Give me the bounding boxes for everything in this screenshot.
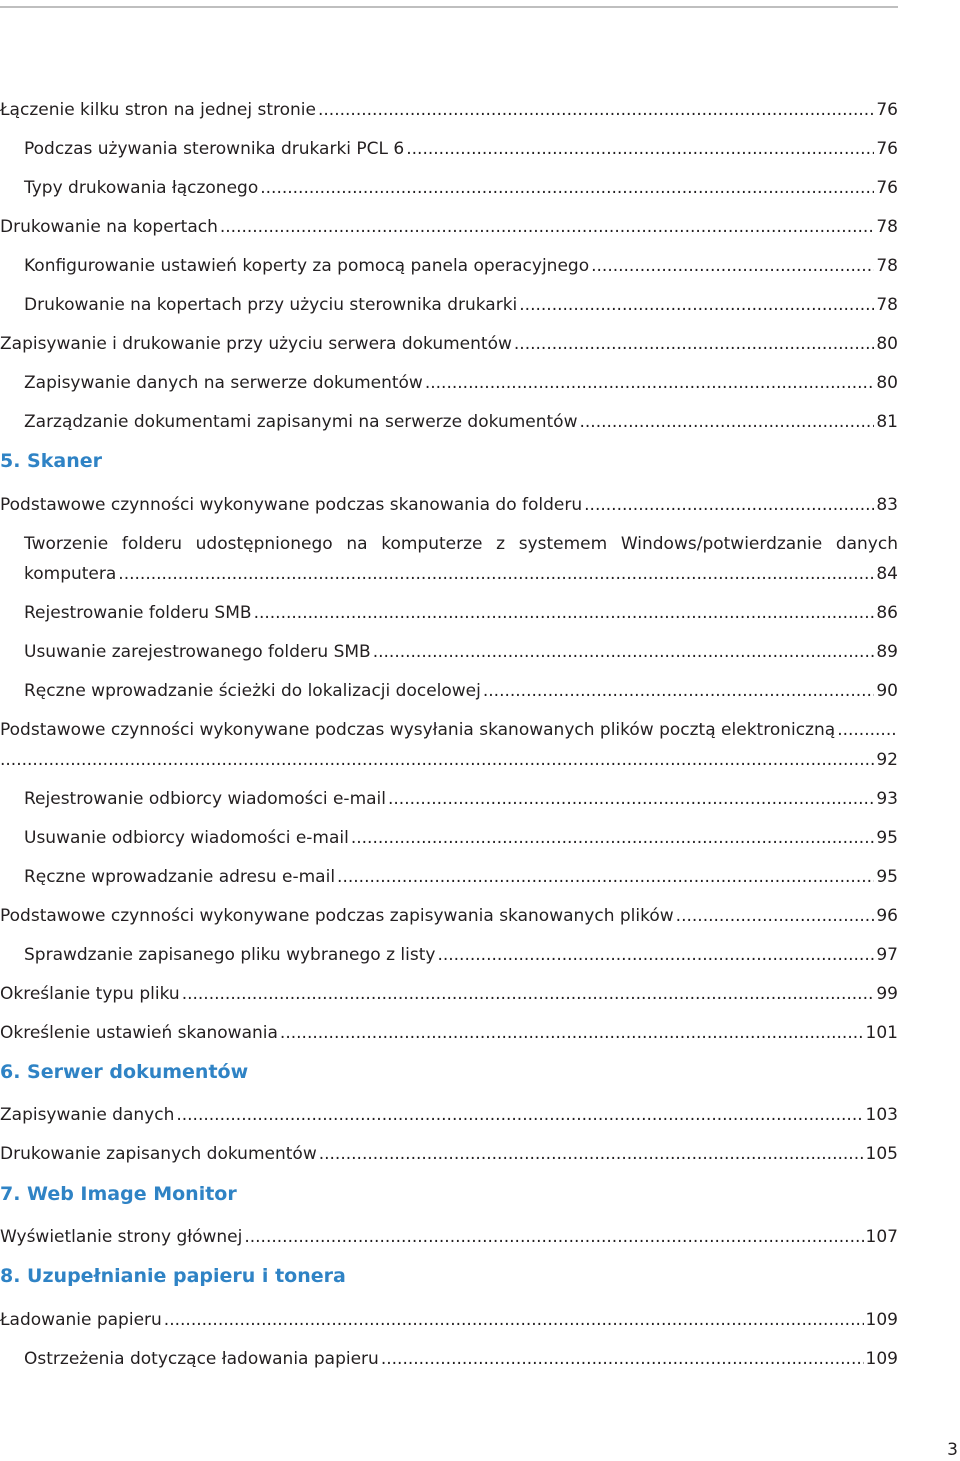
toc-entry-page: 105 (865, 1144, 898, 1164)
toc-leader-dots (118, 560, 874, 588)
toc-entry[interactable] (24, 785, 898, 813)
toc-entry[interactable] (24, 824, 898, 852)
toc-entry-page: 90 (876, 681, 898, 701)
toc-leader-dots (351, 824, 875, 852)
toc-leader-dots (318, 96, 874, 124)
toc-leader-dots (591, 252, 874, 280)
toc-entry[interactable] (24, 677, 898, 705)
toc-entry-page: 84 (876, 564, 898, 584)
toc-entry-title: Określanie typu pliku (0, 984, 180, 1004)
toc-entry-title: Łączenie kilku stron na jednej stronie (0, 100, 316, 120)
toc-entry-page: 86 (876, 603, 898, 623)
toc-entry-title: Typy drukowania łączonego (24, 178, 259, 198)
toc-entry[interactable] (24, 941, 898, 969)
toc-entry-title: Zapisywanie i drukowanie przy użyciu serwera dokumentów (0, 334, 512, 354)
toc-entry[interactable] (24, 638, 898, 666)
toc-entry-title: Zarządzanie dokumentami zapisanymi na serwerze dokumentów (24, 412, 578, 432)
toc-entry-title: Rejestrowanie folderu SMB (24, 603, 252, 623)
toc-entry-title: Rejestrowanie odbiorcy wiadomości e-mail (24, 789, 386, 809)
toc-entry-title: Usuwanie odbiorcy wiadomości e-mail (24, 828, 349, 848)
toc-entry-title-line1[interactable] (0, 716, 898, 744)
toc-entry[interactable] (24, 252, 898, 280)
toc-entry-page: 99 (876, 984, 898, 1004)
toc-entry[interactable] (24, 174, 898, 202)
toc-entry-page: 92 (876, 750, 898, 770)
toc-entry[interactable] (0, 902, 898, 930)
toc-entry-page: 76 (876, 100, 898, 120)
toc-entry-title: Usuwanie zarejestrowanego folderu SMB (24, 642, 371, 662)
toc-entry[interactable] (24, 863, 898, 891)
toc-entry-title: Zapisywanie danych (0, 1105, 175, 1125)
toc-leader-dots (319, 1140, 864, 1168)
toc-entry-title: Drukowanie na kopertach (0, 217, 218, 237)
toc-leader-dots (676, 902, 875, 930)
toc-entry-page: 96 (876, 906, 898, 926)
toc-entry-page: 81 (876, 412, 898, 432)
toc-entry-title: Ładowanie papieru (0, 1310, 162, 1330)
toc-entry-page: 76 (876, 139, 898, 159)
toc-entry[interactable] (0, 1019, 898, 1047)
toc-entry-page: 76 (876, 178, 898, 198)
chapter-heading[interactable]: 6. Serwer dokumentów (0, 1061, 249, 1083)
toc-entry-title: Wyświetlanie strony głównej (0, 1227, 243, 1247)
toc-leader-dots (514, 330, 874, 358)
toc-entry-title: Określenie ustawień skanowania (0, 1023, 278, 1043)
toc-entry[interactable] (0, 1223, 898, 1251)
toc-leader-dots (584, 491, 874, 519)
toc-leader-dots (519, 291, 874, 319)
chapter-heading[interactable]: 5. Skaner (0, 450, 102, 472)
toc-entry[interactable] (24, 408, 898, 436)
toc-leader-dots (182, 980, 875, 1008)
toc-leader-dots (0, 746, 874, 774)
toc-leader-dots (337, 863, 874, 891)
toc-entry-title: Konfigurowanie ustawień koperty za pomocą panela operacyjnego (24, 256, 590, 276)
toc-leader-dots (164, 1306, 864, 1334)
toc-leader-dots (381, 1345, 864, 1373)
toc-entry[interactable] (0, 1101, 898, 1129)
toc-leader-dots (220, 213, 875, 241)
chapter-heading[interactable]: 8. Uzupełnianie papieru i tonera (0, 1265, 346, 1287)
toc-entry-page: 95 (876, 867, 898, 887)
toc-entry-page: 103 (865, 1105, 898, 1125)
toc-entry-page: 101 (865, 1023, 898, 1043)
toc-entry-page: 93 (876, 789, 898, 809)
toc-leader-dots (437, 941, 874, 969)
toc-leader-dots (406, 135, 874, 163)
toc-entry-title: Podstawowe czynności wykonywane podczas skanowania do folderu (0, 495, 583, 515)
chapter-heading[interactable]: 7. Web Image Monitor (0, 1183, 237, 1205)
toc-entry-title: Podstawowe czynności wykonywane podczas zapisywania skanowanych plików (0, 906, 674, 926)
toc-entry-page: 97 (876, 945, 898, 965)
toc-entry-page: 80 (876, 373, 898, 393)
toc-entry-page: 80 (876, 334, 898, 354)
toc-entry[interactable] (0, 1140, 898, 1168)
toc-entry[interactable] (0, 980, 898, 1008)
toc-leader-dots (425, 369, 875, 397)
toc-entry-page: 109 (865, 1310, 898, 1330)
toc-entry-page: 89 (876, 642, 898, 662)
toc-leader-dots (280, 1019, 864, 1047)
toc-entry[interactable] (0, 96, 898, 124)
toc-entry-page: 107 (865, 1227, 898, 1247)
toc-entry[interactable] (24, 135, 898, 163)
toc-leader-dots (483, 677, 875, 705)
toc-entry[interactable] (24, 291, 898, 319)
toc-leader-dots (579, 408, 874, 436)
toc-leader-dots (254, 599, 875, 627)
toc-entry[interactable] (0, 213, 898, 241)
toc-entry-title: Drukowanie na kopertach przy użyciu sterownika drukarki (24, 295, 518, 315)
toc-leader-dots (244, 1223, 863, 1251)
toc-leader-dots (388, 785, 874, 813)
toc-entry[interactable] (0, 746, 898, 774)
toc-leader-dots (260, 174, 874, 202)
toc-entry-page: 78 (876, 256, 898, 276)
toc-entry-title: Ręczne wprowadzanie ścieżki do lokalizacji docelowej (24, 681, 481, 701)
toc-entry-title: komputera (24, 564, 117, 584)
toc-entry-title: Podczas używania sterownika drukarki PCL 6 (24, 139, 405, 159)
toc-entry-title: Sprawdzanie zapisanego pliku wybranego z listy (24, 945, 436, 965)
toc-entry-page: 95 (876, 828, 898, 848)
toc-entry-title: Ręczne wprowadzanie adresu e-mail (24, 867, 336, 887)
toc-entry[interactable] (0, 330, 898, 358)
toc-entry[interactable] (24, 1345, 898, 1373)
toc-entry-title: Drukowanie zapisanych dokumentów (0, 1144, 317, 1164)
toc-entry-title: Zapisywanie danych na serwerze dokumentów (24, 373, 423, 393)
toc-entry[interactable] (24, 369, 898, 397)
toc-entry-title: Podstawowe czynności wykonywane podczas wysyłania skanowanych plików pocztą elektroniczną (0, 720, 836, 740)
toc-entry-page: 78 (876, 217, 898, 237)
toc-entry[interactable] (0, 491, 898, 519)
toc-leader-dots (176, 1101, 863, 1129)
toc-entry[interactable] (24, 560, 898, 588)
toc-entry-page: 83 (876, 495, 898, 515)
toc-leader-dots (837, 716, 896, 744)
toc-entry-page: 78 (876, 295, 898, 315)
toc-entry-title: Ostrzeżenia dotyczące ładowania papieru (24, 1349, 379, 1369)
toc-entry[interactable] (0, 1306, 898, 1334)
toc-entry[interactable] (24, 599, 898, 627)
toc-entry-title-line1[interactable]: Tworzenie folderu udostępnionego na komputerze z systemem Windows/potwierdzanie danych (24, 534, 898, 554)
toc-entry-page: 109 (865, 1349, 898, 1369)
page-number: 3 (947, 1440, 958, 1460)
toc-leader-dots (373, 638, 875, 666)
